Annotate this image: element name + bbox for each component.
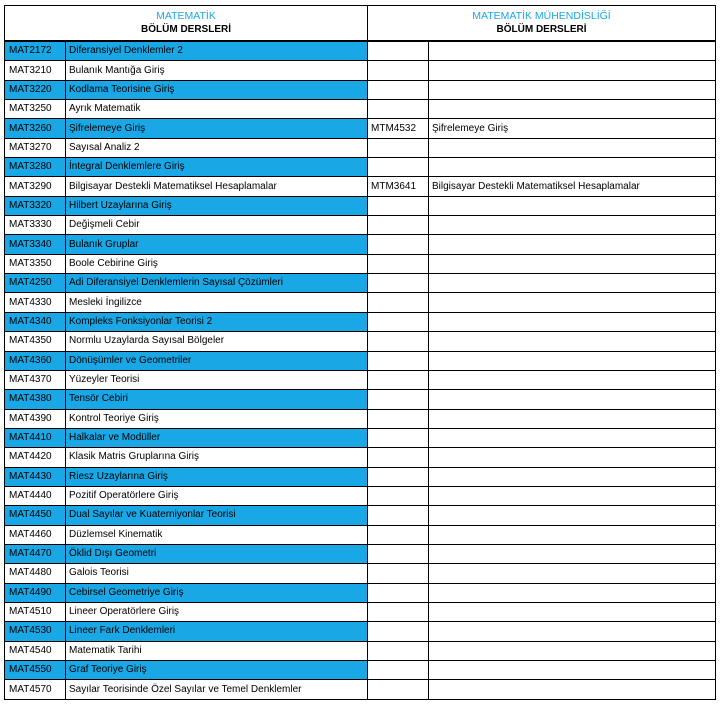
course-name-cell: Adi Diferansiyel Denklemlerin Sayısal Çözümleri	[66, 274, 368, 293]
table-row	[5, 467, 716, 486]
table-row	[5, 158, 716, 177]
course-code-cell: MAT3330	[5, 216, 66, 235]
mtm-code-cell: MTM4532	[368, 119, 429, 138]
course-code-cell: MAT4420	[5, 448, 66, 467]
mtm-name-cell	[429, 216, 716, 235]
mtm-name-cell	[429, 312, 716, 331]
course-code-cell: MAT4550	[5, 661, 66, 680]
course-code-cell: MAT3290	[5, 177, 66, 196]
course-name-cell: Bulanık Mantığa Giriş	[66, 61, 368, 80]
table-row	[5, 274, 716, 293]
table-row	[5, 100, 716, 119]
course-name-cell: Hilbert Uzaylarına Giriş	[66, 196, 368, 215]
table-row	[5, 138, 716, 157]
course-code-cell: MAT3250	[5, 100, 66, 119]
course-name-cell: Dönüşümler ve Geometriler	[66, 351, 368, 370]
course-name-cell: Pozitif Operatörlere Giriş	[66, 486, 368, 505]
mtm-name-cell	[429, 332, 716, 351]
table-row	[5, 544, 716, 563]
table-row	[5, 196, 716, 215]
course-code-cell: MAT4530	[5, 622, 66, 641]
mtm-name-cell	[429, 138, 716, 157]
course-code-cell: MAT4440	[5, 486, 66, 505]
mtm-code-cell	[368, 467, 429, 486]
mtm-code-cell	[368, 235, 429, 254]
mtm-code-cell	[368, 564, 429, 583]
course-name-cell: Tensör Cebiri	[66, 390, 368, 409]
table-row	[5, 641, 716, 660]
mtm-code-cell	[368, 332, 429, 351]
mtm-code-cell	[368, 216, 429, 235]
mtm-code-cell	[368, 138, 429, 157]
mtm-code-cell	[368, 100, 429, 119]
mtm-code-cell	[368, 80, 429, 99]
table-row	[5, 409, 716, 428]
course-name-cell: Değişmeli Cebir	[66, 216, 368, 235]
mtm-code-cell	[368, 293, 429, 312]
mtm-code-cell: MTM3641	[368, 177, 429, 196]
table-row	[5, 448, 716, 467]
mtm-code-cell	[368, 448, 429, 467]
course-name-cell: Lineer Operatörlere Giriş	[66, 602, 368, 621]
course-code-cell: MAT4510	[5, 602, 66, 621]
mtm-code-cell	[368, 312, 429, 331]
table-row	[5, 583, 716, 602]
mtm-code-cell	[368, 390, 429, 409]
course-name-cell: Ayrık Matematik	[66, 100, 368, 119]
course-code-cell: MAT4460	[5, 525, 66, 544]
mtm-code-cell	[368, 602, 429, 621]
mtm-name-cell	[429, 680, 716, 699]
table-row	[5, 216, 716, 235]
course-code-cell: MAT4370	[5, 370, 66, 389]
course-name-cell: Şifrelemeye Giriş	[66, 119, 368, 138]
course-name-cell: Normlu Uzaylarda Sayısal Bölgeler	[66, 332, 368, 351]
mtm-code-cell	[368, 544, 429, 563]
course-code-cell: MAT4490	[5, 583, 66, 602]
course-name-cell: Bilgisayar Destekli Matematiksel Hesaplamalar	[66, 177, 368, 196]
table-row	[5, 622, 716, 641]
table-row	[5, 680, 716, 699]
course-code-cell: MAT4360	[5, 351, 66, 370]
course-name-cell: Yüzeyler Teorisi	[66, 370, 368, 389]
course-code-cell: MAT3270	[5, 138, 66, 157]
mtm-code-cell	[368, 61, 429, 80]
mtm-code-cell	[368, 351, 429, 370]
mtm-code-cell	[368, 158, 429, 177]
course-code-cell: MAT2172	[5, 41, 66, 61]
table-row	[5, 486, 716, 505]
course-name-cell: Cebirsel Geometriye Giriş	[66, 583, 368, 602]
course-name-cell: Graf Teoriye Giriş	[66, 661, 368, 680]
course-name-cell: Mesleki İngilizce	[66, 293, 368, 312]
mtm-name-cell	[429, 274, 716, 293]
mtm-name-cell	[429, 641, 716, 660]
course-table	[4, 5, 716, 700]
mtm-name-cell	[429, 370, 716, 389]
mtm-name-cell	[429, 41, 716, 61]
course-name-cell: Boole Cebirine Giriş	[66, 254, 368, 273]
course-name-cell: Sayılar Teorisinde Özel Sayılar ve Temel Denklemler	[66, 680, 368, 699]
course-rows	[5, 41, 716, 699]
course-code-cell: MAT4380	[5, 390, 66, 409]
course-code-cell: MAT3210	[5, 61, 66, 80]
mtm-code-cell	[368, 409, 429, 428]
table-row	[5, 312, 716, 331]
table-row	[5, 80, 716, 99]
course-code-cell: MAT3350	[5, 254, 66, 273]
table-row	[5, 661, 716, 680]
course-name-cell: Lineer Fark Denklemleri	[66, 622, 368, 641]
mtm-name-cell	[429, 486, 716, 505]
table-row	[5, 428, 716, 447]
course-code-cell: MAT4330	[5, 293, 66, 312]
mtm-name-cell	[429, 467, 716, 486]
course-name-cell: Öklid Dışı Geometri	[66, 544, 368, 563]
mtm-name-cell: Bilgisayar Destekli Matematiksel Hesaplamalar	[429, 177, 716, 196]
mtm-name-cell	[429, 158, 716, 177]
course-code-cell: MAT4480	[5, 564, 66, 583]
mtm-name-cell	[429, 544, 716, 563]
muhendislik-header	[368, 6, 716, 42]
table-row	[5, 564, 716, 583]
course-name-cell: Kontrol Teoriye Giriş	[66, 409, 368, 428]
course-code-cell: MAT3280	[5, 158, 66, 177]
mtm-name-cell	[429, 61, 716, 80]
mtm-name-cell	[429, 428, 716, 447]
course-name-cell: Düzlemsel Kinematik	[66, 525, 368, 544]
table-row	[5, 254, 716, 273]
course-name-cell: Dual Sayılar ve Kuaterniyonlar Teorisi	[66, 506, 368, 525]
muhendislik-title: MATEMATİK MÜHENDİSLİĞİ	[472, 10, 611, 22]
mtm-name-cell	[429, 564, 716, 583]
table-row	[5, 370, 716, 389]
course-code-cell: MAT4350	[5, 332, 66, 351]
mtm-name-cell: Şifrelemeye Giriş	[429, 119, 716, 138]
matematik-header	[5, 6, 368, 42]
course-code-cell: MAT3320	[5, 196, 66, 215]
course-name-cell: Halkalar ve Modüller	[66, 428, 368, 447]
matematik-subtitle: BÖLÜM DERSLERİ	[141, 24, 231, 35]
mtm-name-cell	[429, 622, 716, 641]
mtm-code-cell	[368, 506, 429, 525]
mtm-code-cell	[368, 254, 429, 273]
header-row	[5, 6, 716, 42]
course-code-cell: MAT4410	[5, 428, 66, 447]
course-code-cell: MAT3220	[5, 80, 66, 99]
mtm-code-cell	[368, 274, 429, 293]
mtm-name-cell	[429, 254, 716, 273]
course-code-cell: MAT4470	[5, 544, 66, 563]
course-name-cell: Riesz Uzaylarına Giriş	[66, 467, 368, 486]
course-name-cell: Bulanık Gruplar	[66, 235, 368, 254]
mtm-name-cell	[429, 583, 716, 602]
mtm-name-cell	[429, 351, 716, 370]
course-code-cell: MAT4430	[5, 467, 66, 486]
mtm-name-cell	[429, 235, 716, 254]
table-row	[5, 602, 716, 621]
course-name-cell: Kodlama Teorisine Giriş	[66, 80, 368, 99]
mtm-code-cell	[368, 41, 429, 61]
mtm-name-cell	[429, 293, 716, 312]
course-code-cell: MAT4340	[5, 312, 66, 331]
table-row	[5, 177, 716, 196]
mtm-code-cell	[368, 370, 429, 389]
mtm-name-cell	[429, 409, 716, 428]
table-row	[5, 41, 716, 61]
course-name-cell: Sayısal Analiz 2	[66, 138, 368, 157]
course-code-cell: MAT3340	[5, 235, 66, 254]
mtm-code-cell	[368, 583, 429, 602]
course-code-cell: MAT4250	[5, 274, 66, 293]
mtm-name-cell	[429, 448, 716, 467]
mtm-code-cell	[368, 525, 429, 544]
table-row	[5, 506, 716, 525]
mtm-name-cell	[429, 100, 716, 119]
muhendislik-subtitle: BÖLÜM DERSLERİ	[496, 24, 587, 35]
matematik-title: MATEMATİK	[156, 10, 216, 22]
course-name-cell: Kompleks Fonksiyonlar Teorisi 2	[66, 312, 368, 331]
mtm-name-cell	[429, 196, 716, 215]
course-name-cell: Matematik Tarihi	[66, 641, 368, 660]
table-row	[5, 351, 716, 370]
mtm-code-cell	[368, 622, 429, 641]
course-comparison-sheet	[4, 5, 715, 700]
mtm-name-cell	[429, 390, 716, 409]
table-row	[5, 390, 716, 409]
mtm-code-cell	[368, 661, 429, 680]
course-name-cell: İntegral Denklemlere Giriş	[66, 158, 368, 177]
course-code-cell: MAT4390	[5, 409, 66, 428]
mtm-code-cell	[368, 196, 429, 215]
table-row	[5, 332, 716, 351]
mtm-code-cell	[368, 641, 429, 660]
mtm-name-cell	[429, 80, 716, 99]
mtm-code-cell	[368, 680, 429, 699]
mtm-name-cell	[429, 525, 716, 544]
course-code-cell: MAT3260	[5, 119, 66, 138]
course-name-cell: Diferansiyel Denklemler 2	[66, 41, 368, 61]
table-row	[5, 525, 716, 544]
table-row	[5, 119, 716, 138]
mtm-name-cell	[429, 602, 716, 621]
course-name-cell: Galois Teorisi	[66, 564, 368, 583]
course-code-cell: MAT4540	[5, 641, 66, 660]
course-code-cell: MAT4570	[5, 680, 66, 699]
table-row	[5, 61, 716, 80]
mtm-code-cell	[368, 428, 429, 447]
mtm-name-cell	[429, 661, 716, 680]
mtm-name-cell	[429, 506, 716, 525]
table-row	[5, 235, 716, 254]
course-name-cell: Klasik Matris Gruplarına Giriş	[66, 448, 368, 467]
course-code-cell: MAT4450	[5, 506, 66, 525]
table-row	[5, 293, 716, 312]
mtm-code-cell	[368, 486, 429, 505]
